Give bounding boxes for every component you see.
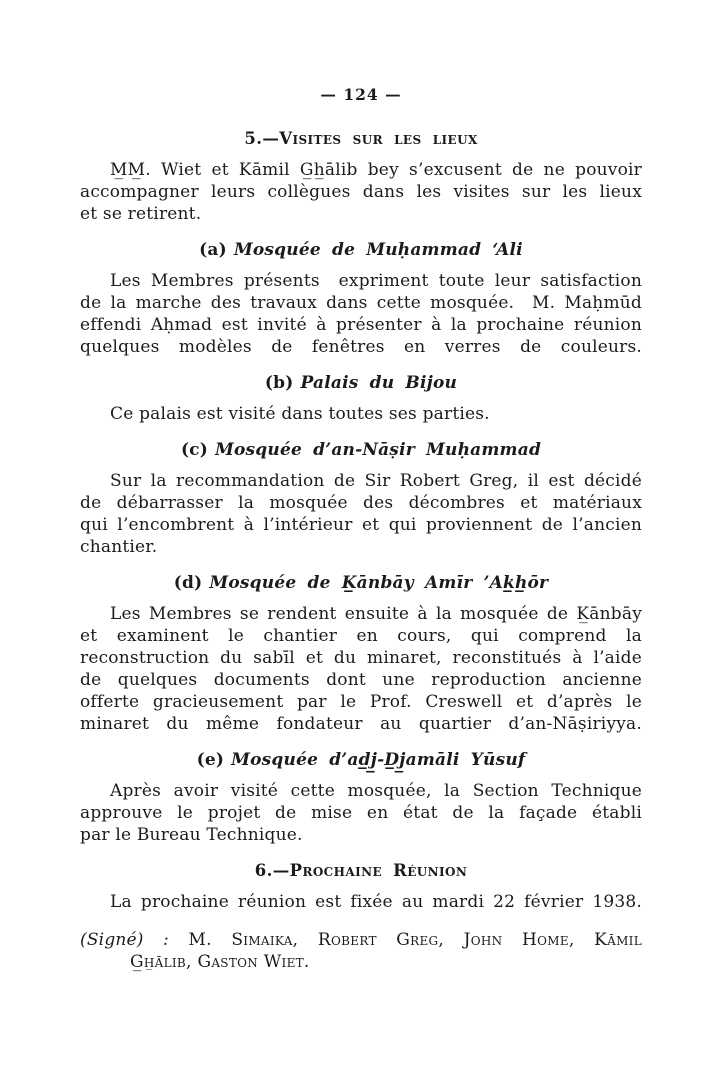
- heading-title: Visites sur les lieux: [279, 129, 478, 148]
- subsection-c-mosquee-an-nasir: [80, 439, 642, 558]
- text-line: et examinent le chantier en cours, qui comprend la: [80, 626, 642, 646]
- page-number: — 124 —: [320, 85, 402, 104]
- heading-title: Palais du Bijou: [300, 373, 458, 393]
- text-line: par le Bureau Technique.: [80, 825, 303, 845]
- text-line: accompagner leurs collègues dans les visites sur les lieux: [80, 182, 642, 202]
- text-line: offerte gracieusement par le Prof. Creswell et d’après le: [80, 692, 642, 712]
- text-line: M̲M̲. Wiet et Kāmil G̲h̲ālib bey s’excusent de ne pouvoir: [110, 160, 642, 180]
- section-visites-sur-les-lieux: [80, 128, 642, 225]
- heading-title: Mosquée d’ad̲j̲-D̲j̲amāli Yūsuf: [231, 750, 526, 770]
- section-heading-5: [80, 128, 642, 150]
- heading-title: Mosquée d’an-Nāṣir Muḥammad: [214, 440, 542, 460]
- text-line: Sur la recommandation de Sir Robert Greg, il est décidé: [110, 471, 642, 491]
- text-line: de la marche des travaux dans cette mosquée. M. Maḥmūd: [80, 293, 642, 313]
- text-line: chantier.: [80, 537, 158, 557]
- text-line: qui l’encombrent à l’intérieur et qui proviennent de l’ancien: [80, 515, 642, 535]
- signature-line-1: [80, 929, 642, 951]
- paragraph-e: [80, 780, 642, 846]
- text-line: de quelques documents dont une reproduction ancienne: [80, 670, 642, 690]
- text-line: de débarrasser la mosquée des décombres et matériaux: [80, 493, 642, 513]
- section-heading-6: [80, 860, 642, 882]
- subsection-d-mosquee-kanbay: [80, 572, 642, 735]
- subsection-a-mosquee-muhammad-ali: [80, 239, 642, 358]
- paragraph-a: [80, 270, 642, 358]
- heading-label: (a): [199, 240, 227, 260]
- heading-number: 5.—: [244, 129, 280, 148]
- heading-title: Prochaine Réunion: [289, 861, 468, 880]
- text-line: et se retirent.: [80, 204, 202, 224]
- signature-names-2: G̲h̲ālib, Gaston Wiet.: [130, 952, 310, 972]
- text-line: effendi Aḥmad est invité à présenter à la prochaine réunion: [80, 315, 642, 335]
- heading-label: (e): [196, 750, 225, 770]
- paragraph-b: [80, 403, 642, 425]
- signature-label: (Signé) :: [80, 930, 189, 950]
- heading-label: (b): [264, 373, 294, 393]
- heading-label: (d): [173, 573, 203, 593]
- text-line: Ce palais est visité dans toutes ses parties.: [110, 404, 490, 424]
- text-line: Après avoir visité cette mosquée, la Section Technique: [110, 781, 642, 801]
- section-heading-d: [80, 572, 642, 594]
- section-heading-e: [80, 749, 642, 771]
- heading-title: Mosquée de K̲ānbāy Amīr ’Ak̲h̲ōr: [209, 573, 549, 593]
- section-prochaine-reunion: [80, 860, 642, 913]
- text-line: reconstruction du sabīl et du minaret, reconstitués à l’aide: [80, 648, 642, 668]
- paragraph-d: [80, 603, 642, 735]
- text-line: Les Membres présents expriment toute leur satisfaction: [110, 271, 642, 291]
- subsection-b-palais-du-bijou: [80, 372, 642, 425]
- heading-label: (c): [180, 440, 208, 460]
- paragraph-reunion: [80, 891, 642, 913]
- text-line: approuve le projet de mise en état de la façade établi: [80, 803, 642, 823]
- paragraph-c: [80, 470, 642, 558]
- section-heading-c: [80, 439, 642, 461]
- signature-line-2: [80, 951, 642, 973]
- heading-number: 6.—: [254, 861, 290, 880]
- signature-block: [80, 929, 642, 973]
- subsection-e-mosquee-djamali-yusuf: [80, 749, 642, 846]
- text-line: La prochaine réunion est fixée au mardi 22 février 1938.: [110, 892, 642, 912]
- signature-names-1: M. Simaika, Robert Greg, John Home, Kāmil: [188, 930, 642, 950]
- section-heading-b: [80, 372, 642, 394]
- text-line: Les Membres se rendent ensuite à la mosquée de K̲ānbāy: [110, 604, 642, 624]
- section-heading-a: [80, 239, 642, 261]
- text-line: quelques modèles de fenêtres en verres de couleurs.: [80, 337, 642, 357]
- paragraph-visites: [80, 159, 642, 225]
- text-line: minaret du même fondateur au quartier d’an-Nāṣiriyya.: [80, 714, 642, 734]
- heading-title: Mosquée de Muḥammad ‘Ali: [233, 240, 523, 260]
